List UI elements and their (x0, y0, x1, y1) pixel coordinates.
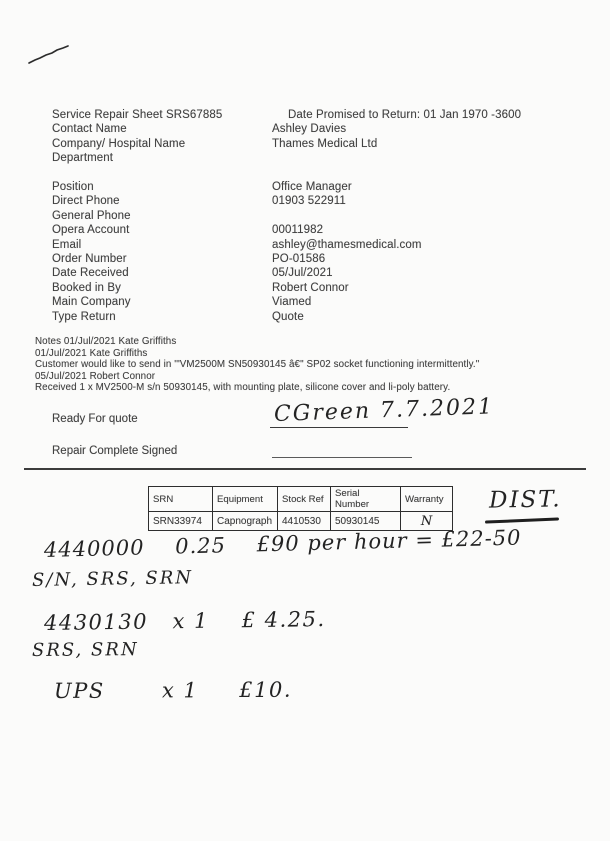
form-row-position (52, 180, 521, 194)
column-header-serial-number: Serial Number (331, 487, 401, 512)
form-row-contact-name (52, 122, 521, 136)
handwritten-signature: CGreen 7.7.2021 (273, 394, 495, 427)
field-value: Thames Medical Ltd (272, 137, 378, 150)
field-label: Date Received (52, 267, 129, 280)
field-value: 01903 522911 (272, 195, 346, 208)
field-label: Company/ Hospital Name (52, 137, 186, 150)
form-row-order-number (52, 252, 521, 266)
form-row-company-name (52, 137, 521, 151)
field-label: Order Number (52, 253, 127, 266)
field-label: Main Company (52, 296, 131, 309)
field-value: Office Manager (272, 181, 352, 194)
handwritten-pricing-line: 4430130 x 1 £ 4.25. (43, 607, 326, 635)
cell-serial-number: 50930145 (331, 512, 401, 531)
form-row-opera-account (52, 223, 521, 237)
field-label: Contact Name (52, 123, 127, 136)
dist-underline-stroke (485, 517, 559, 523)
date-promised-to-return: Date Promised to Return: 01 Jan 1970 -3600 (288, 109, 522, 121)
field-value: Quote (272, 310, 304, 323)
cell-equipment: Capnograph (213, 512, 278, 531)
form-row-department (52, 151, 521, 165)
repair-complete-signature-line (272, 444, 412, 458)
form-row-direct-phone (52, 194, 521, 208)
document-title: Service Repair Sheet SRS67885 (52, 109, 223, 121)
cell-srn: SRN33974 (149, 512, 213, 531)
field-label: Type Return (52, 310, 116, 323)
form-row-email (52, 238, 521, 252)
form-row-general-phone (52, 209, 521, 223)
handwritten-pricing-line: SRS, SRN (31, 639, 139, 661)
field-label: General Phone (52, 209, 131, 222)
ready-for-quote-label: Ready For quote (52, 413, 138, 425)
form-row-booked-in-by (52, 281, 521, 295)
column-header-equipment: Equipment (213, 487, 278, 512)
field-label: Email (52, 238, 82, 251)
field-value: 05/Jul/2021 (272, 267, 333, 280)
field-label: Direct Phone (52, 195, 120, 208)
column-header-stock-ref: Stock Ref (278, 487, 331, 512)
notes-line: Notes 01/Jul/2021 Kate Griffiths (35, 336, 177, 347)
form-row-type-return (52, 310, 521, 324)
cell-stock-ref: 4410530 (278, 512, 331, 531)
notes-line: Received 1 x MV2500-M s/n 50930145, with mounting plate, silicone cover and li-poly battery. (35, 382, 451, 394)
field-label: Opera Account (52, 224, 130, 237)
form-block (52, 108, 521, 324)
handwritten-pricing-line: S/N, SRS, SRN (31, 567, 194, 591)
form-row-date-received (52, 266, 521, 280)
field-label: Booked in By (52, 281, 121, 294)
equipment-table (148, 486, 453, 531)
handwritten-warranty-mark: N (420, 514, 433, 529)
repair-complete-signed-label: Repair Complete Signed (52, 445, 178, 457)
field-label: Department (52, 152, 114, 165)
horizontal-divider-line (24, 468, 586, 470)
form-row-main-company (52, 295, 521, 309)
handwritten-dist-annotation: DIST. (488, 486, 562, 514)
field-value: ashley@thamesmedical.com (272, 238, 422, 251)
notes-line: 05/Jul/2021 Robert Connor (35, 370, 156, 382)
field-value: PO-01586 (272, 253, 326, 266)
notes-line: 01/Jul/2021 Kate Griffiths (35, 347, 148, 359)
table-header-row (149, 487, 453, 512)
handwritten-pricing-line: UPS x 1 £10. (53, 677, 293, 703)
pen-stroke-mark (26, 41, 74, 67)
column-header-warranty: Warranty (401, 487, 453, 512)
notes-block (35, 336, 479, 394)
handwritten-pricing-line: 4440000 0.25 £90 per hour = £22-50 (43, 525, 522, 562)
form-header-row (52, 108, 521, 122)
field-label: Position (52, 181, 94, 194)
field-value: 00011982 (272, 224, 324, 237)
field-value: Robert Connor (272, 281, 349, 294)
notes-line: Customer would like to send in '"VM2500M SN50930145 â€" SP02 socket functioning intermittently." (35, 359, 480, 371)
field-value: Ashley Davies (272, 123, 347, 136)
field-value: Viamed (272, 296, 312, 309)
column-header-srn: SRN (149, 487, 213, 512)
